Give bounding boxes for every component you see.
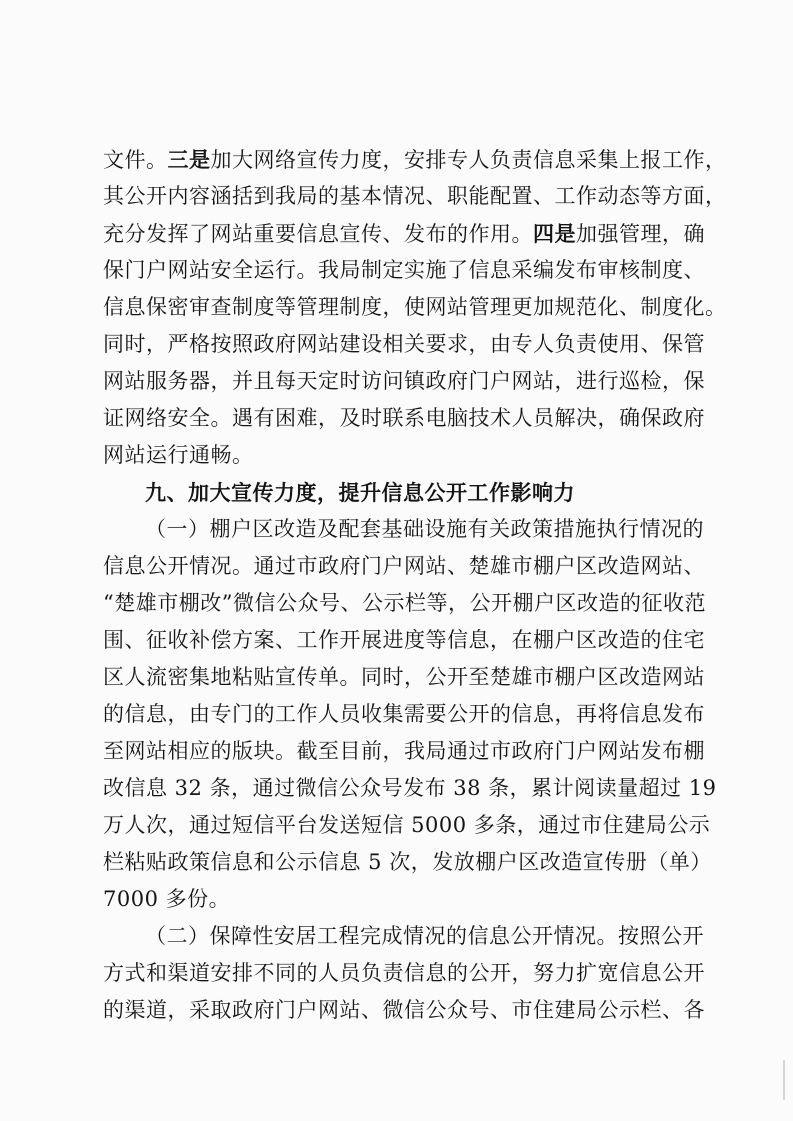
text-line: 信息公开情况。通过市政府门户网站、楚雄市棚户区改造网站、 [103,554,705,578]
text-line: 栏粘贴政策信息和公示信息 5 次，发放棚户区改造宣传册（单） [103,850,712,874]
text-line: 保门户网站安全运行。我局制定实施了信息采编发布审核制度、 [103,258,705,282]
text-line: 其公开内容涵括到我局的基本情况、职能配置、工作动态等方面， [103,184,727,208]
text-line: （一）棚户区改造及配套基础设施有关政策措施执行情况的 [145,517,704,541]
text-line: 围、征收补偿方案、工作开展进度等信息，在棚户区改造的住宅 [103,628,705,652]
document-page [103,141,727,1029]
text-run: 加大网络宣传力度，安排专人负责信息采集上报工作， [210,148,727,172]
text-run-bold: 三是 [167,147,211,172]
section-heading [103,474,695,511]
text-line: 方式和渠道安排不同的人员负责信息的公开，努力扩宽信息公开 [103,961,705,985]
text-run: 充分发挥了网站重要信息宣传、发布的作用。 [103,222,533,246]
text-run: 文件。 [103,148,168,172]
text-line: 区人流密集地粘贴宣传单。同时，公开至楚雄市棚户区改造网站 [103,665,705,689]
text-line: 7000 多份。 [103,887,231,911]
paragraph-affordable-housing [103,918,705,1029]
text-run-bold: 四是 [533,221,576,246]
text-line: “楚雄市棚改”微信公众号、公示栏等，公开棚户区改造的征收范 [103,591,706,615]
text-line: 网站服务器，并且每天定时访问镇政府门户网站，进行巡检，保 [103,369,705,393]
text-line: 的信息，由专门的工作人员收集需要公开的信息，再将信息发布 [103,702,705,726]
text-line: 的渠道，采取政府门户网站、微信公众号、市住建局公示栏、各 [103,998,705,1022]
text-line: 网站运行通畅。 [103,443,254,467]
paragraph-website-management [103,141,727,474]
text-line: 信息保密审查制度等管理制度，使网站管理更加规范化、制度化。 [103,295,727,319]
paragraph-shantytown-renovation [103,511,717,918]
scan-edge-mark [783,1060,785,1100]
text-line: （二）保障性安居工程完成情况的信息公开情况。按照公开 [145,924,704,948]
text-line [103,215,705,252]
text-line: 同时，严格按照政府网站建设相关要求，由专人负责使用、保管 [103,332,705,356]
heading-line: 九、加大宣传力度，提升信息公开工作影响力 [145,480,575,505]
text-line: 改信息 32 条，通过微信公众号发布 38 条，累计阅读量超过 19 [103,776,717,800]
text-line: 万人次，通过短信平台发送短信 5000 多条，通过市住建局公示 [103,813,711,837]
text-run: 加强管理，确 [576,222,705,246]
text-line: 至网站相应的版块。截至目前，我局通过市政府门户网站发布棚 [103,739,705,763]
text-line [103,141,727,178]
text-line: 证网络安全。遇有困难，及时联系电脑技术人员解决，确保政府 [103,406,705,430]
